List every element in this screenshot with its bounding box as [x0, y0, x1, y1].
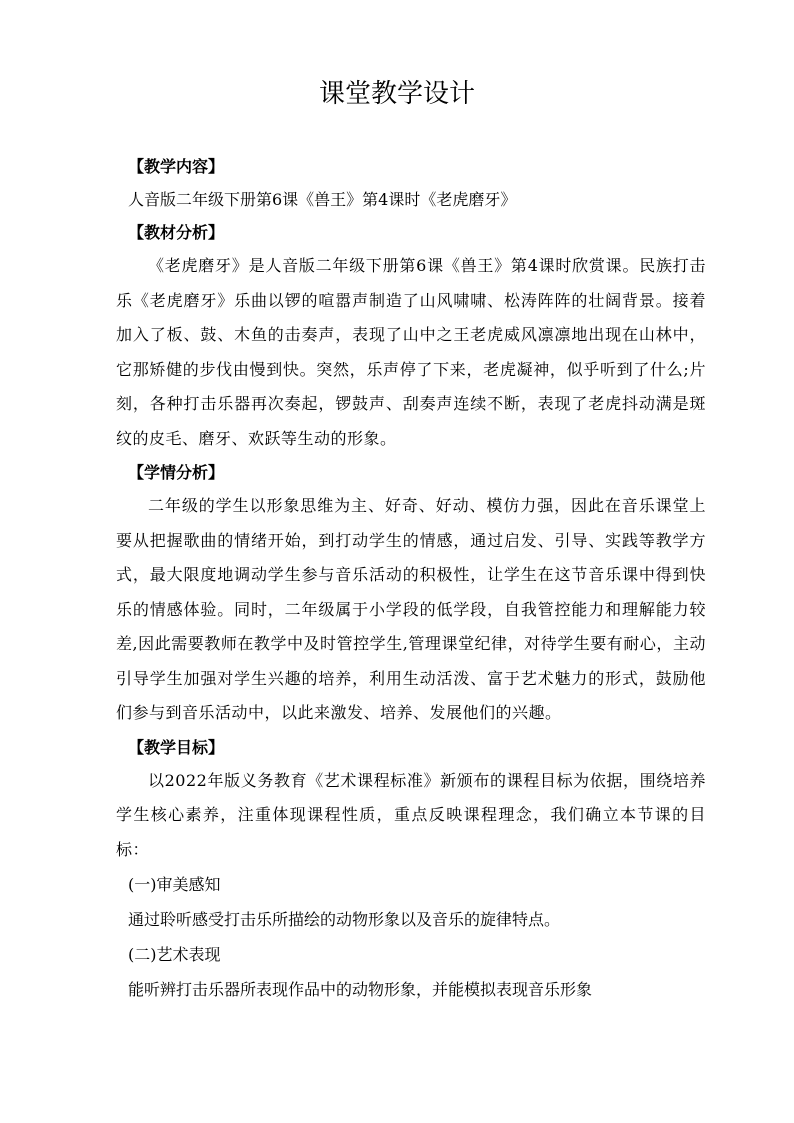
teaching-goals-intro: 以2022年版义务教育《艺术课程标准》新颁布的课程目标为依据，围绕培养学生核心素养，注重体现课程性质，重点反映课程理念，我们确立本节课的目标：: [116, 770, 706, 859]
student-analysis-paragraph: 二年级的学生以形象思维为主、好奇、好动、模仿力强，因此在音乐课堂上要从把握歌曲的情绪开始，到打动学生的情感，通过启发、引导、实践等教学方式，最大限度地调动学生参与音乐活动的积极性，让学生在这节音乐课中得到快乐的情感体验。同时，二年级属于小学段的低学段，自我管控能力和理解能力较差,因此需要教师在教学中及时管控学生,管理课堂纪律，对待学生要有耐心，主动引导学生加强对学生兴趣的培养，利用生动活泼、富于艺术魅力的形式，鼓励他们参与到音乐活动中，以此来激发、培养、发展他们的兴趣。: [116, 496, 706, 722]
section-material-analysis: [116, 216, 706, 456]
section-teaching-content: [116, 150, 706, 216]
section-teaching-goals: [116, 731, 706, 1008]
teaching-content-text: 人音版二年级下册第6课《兽王》第4课时《老虎磨牙》: [128, 190, 517, 209]
section-student-analysis: [116, 456, 706, 731]
goal-text-artistic-expression: 能听辨打击乐器所表现作品中的动物形象，并能模拟表现音乐形象: [128, 980, 593, 999]
goal-label-aesthetic-perception: (一)审美感知: [128, 875, 221, 894]
material-analysis-paragraph: 《老虎磨牙》是人音版二年级下册第6课《兽王》第4课时欣赏课。民族打击乐《老虎磨牙》乐曲以锣的喧嚣声制造了山风啸啸、松涛阵阵的壮阔背景。接着加入了板、鼓、木鱼的击奏声，表现了山中之王老虎威风凛凛地出现在山林中，它那矫健的步伐由慢到快。突然，乐声停了下来，老虎凝神，似乎听到了什么;片刻，各种打击乐器再次奏起，锣鼓声、刮奏声连续不断，表现了老虎抖动满是斑纹的皮毛、磨牙、欢跃等生动的形象。: [116, 256, 706, 448]
page-title: 课堂教学设计: [318, 79, 475, 109]
section-heading-student-analysis: 【学情分析】: [128, 463, 225, 482]
goal-text-aesthetic-perception: 通过聆听感受打击乐所描绘的动物形象以及音乐的旋律特点。: [128, 910, 561, 929]
section-heading-teaching-content: 【教学内容】: [128, 157, 225, 176]
document-body: [116, 150, 706, 1007]
section-heading-material-analysis: 【教材分析】: [128, 223, 225, 242]
goal-label-artistic-expression: (二)艺术表现: [128, 945, 221, 964]
section-heading-teaching-goals: 【教学目标】: [128, 737, 225, 757]
